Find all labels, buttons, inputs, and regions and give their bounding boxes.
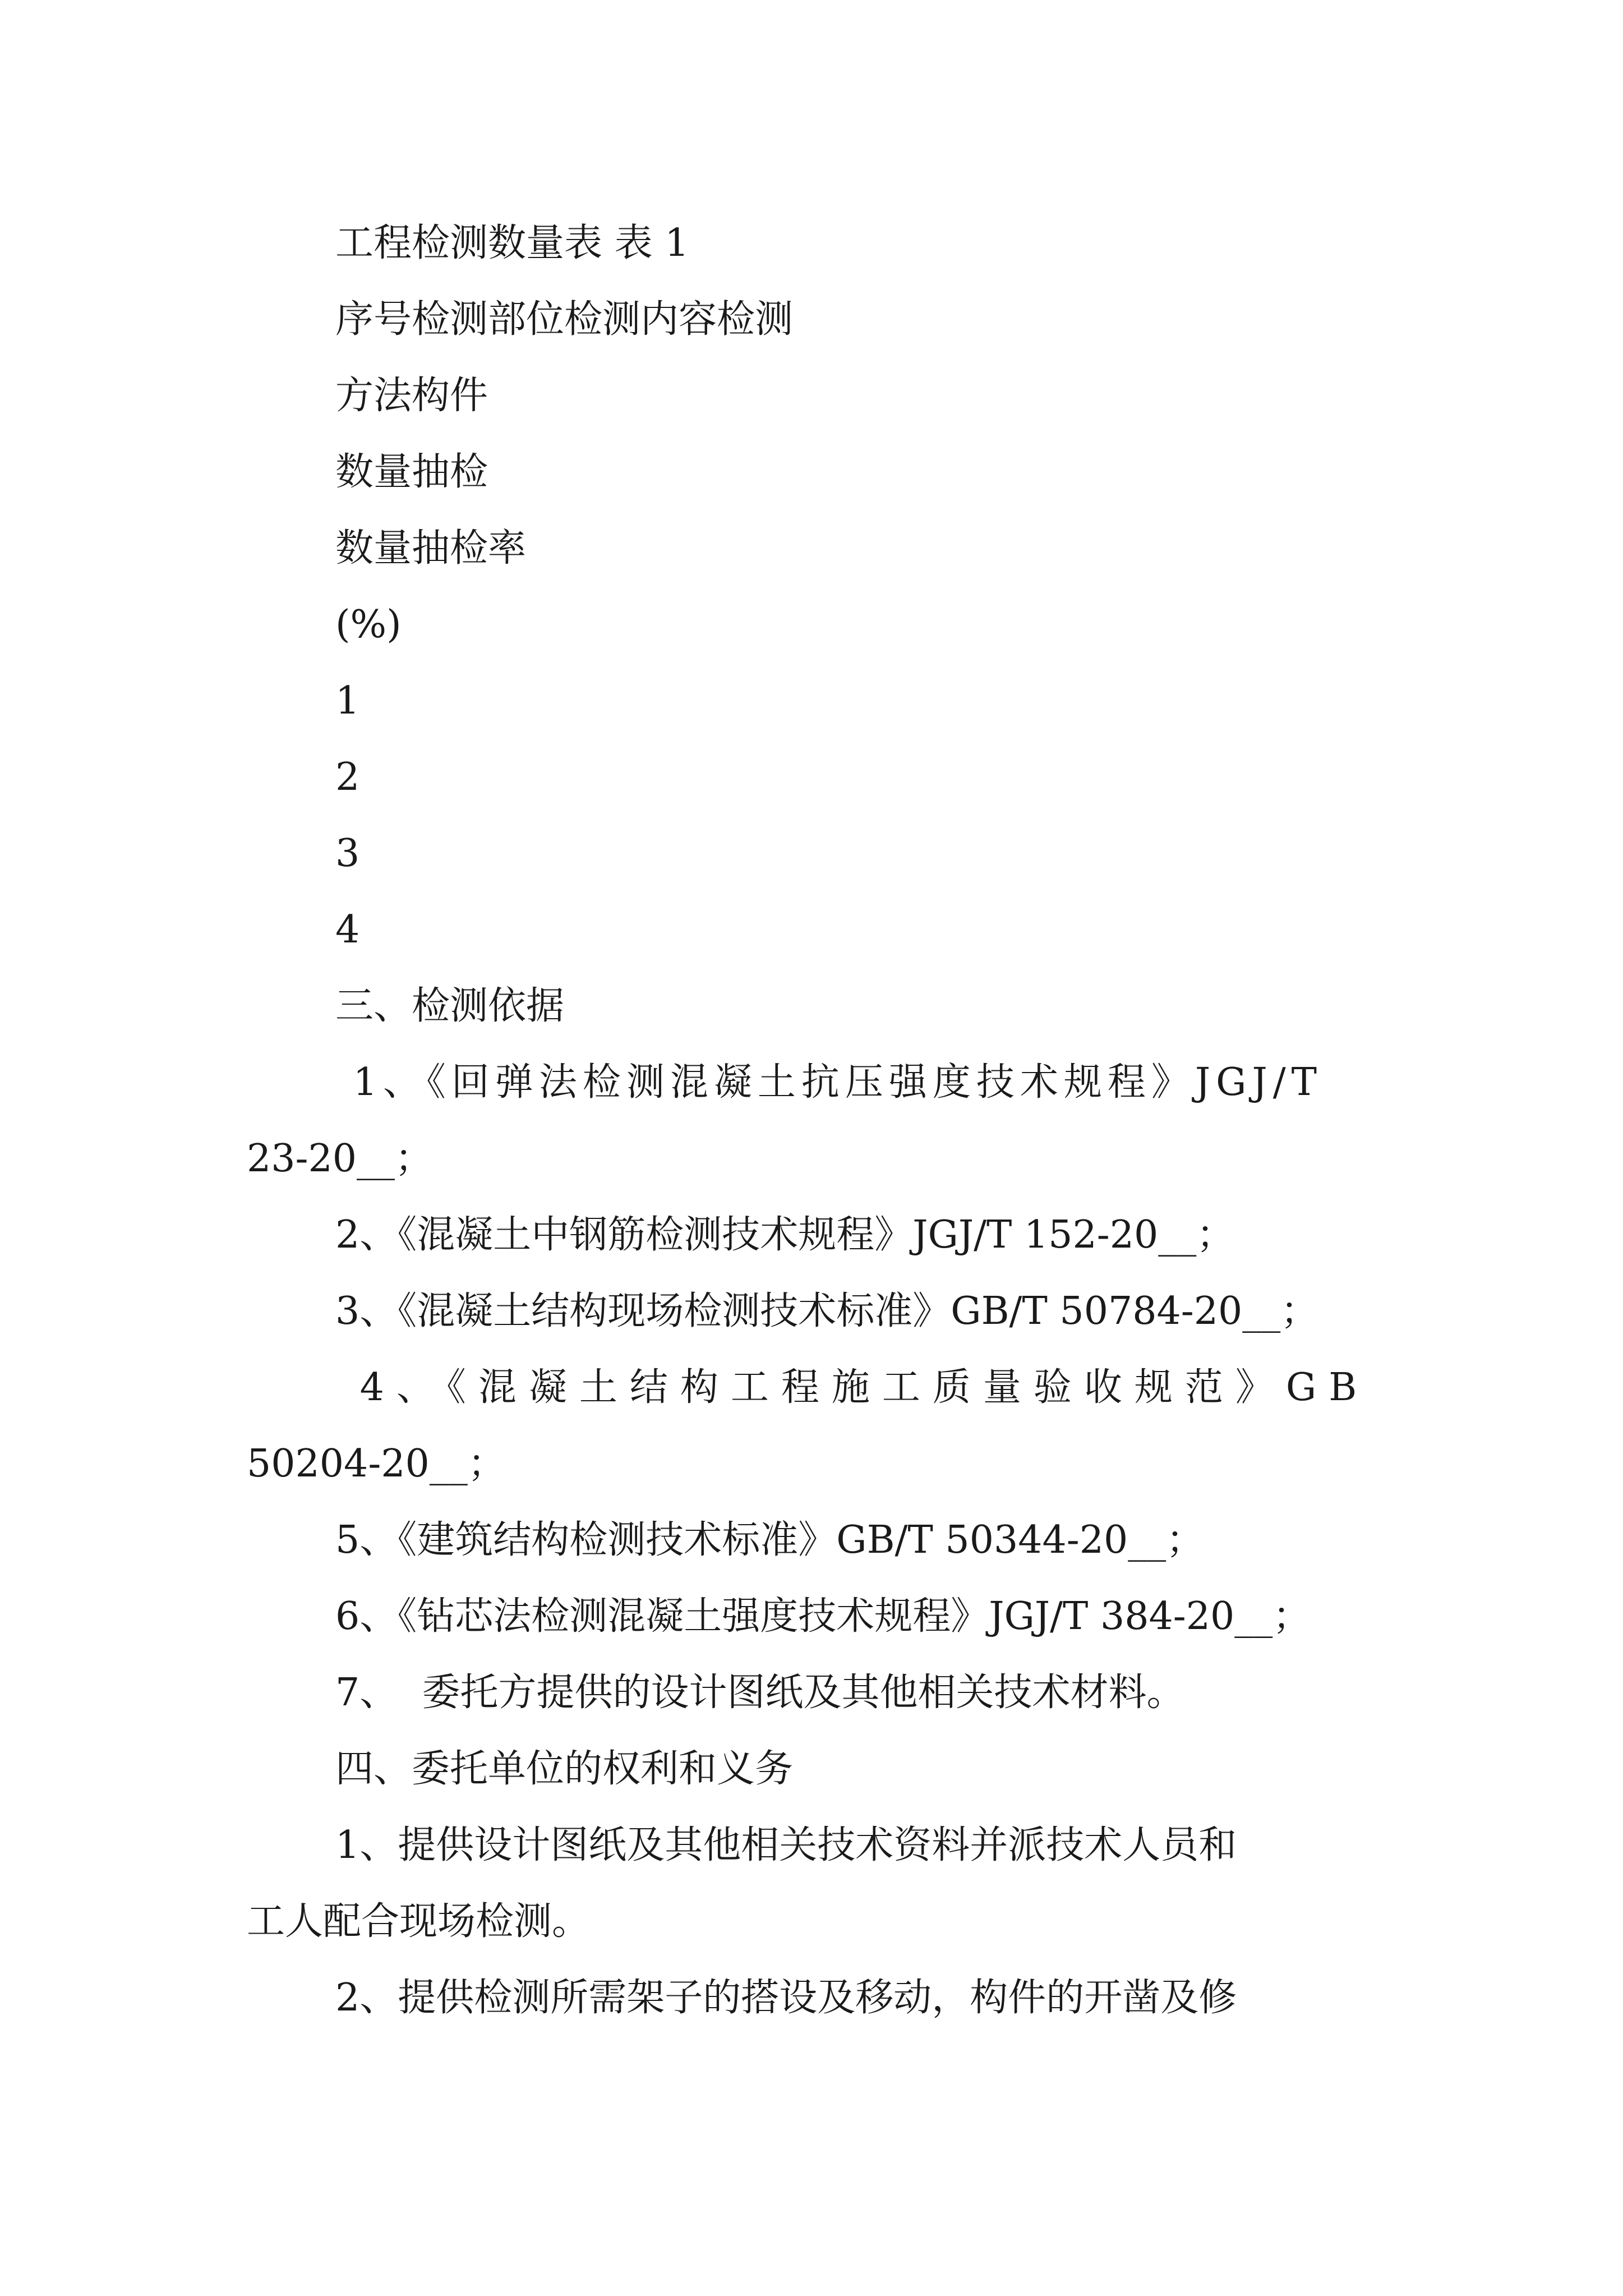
obligation-item-continued: 工人配合现场检测。 <box>247 1899 591 1944</box>
table-caption: 工程检测数量表 表 1 <box>335 221 689 265</box>
table-header-line: 序号检测部位检测内容检测 <box>335 297 794 342</box>
standard-item-continued: 23-20__； <box>247 1137 434 1181</box>
standard-item: 1、《回弹法检测混凝土抗压强度技术规程》JGJ/T <box>335 1060 1322 1105</box>
standard-item: 6、《钻芯法检测混凝土强度技术规程》JGJ/T 384-20__； <box>335 1594 1311 1639</box>
section-heading: 四、委托单位的权利和义务 <box>335 1747 794 1791</box>
table-row-number: 1 <box>335 679 360 723</box>
standard-item-continued: 50204-20__； <box>247 1442 506 1486</box>
table-header-line: (%) <box>335 602 402 647</box>
standard-item: 2、《混凝土中钢筋检测技术规程》JGJ/T 152-20__； <box>335 1213 1235 1257</box>
table-row-number: 4 <box>335 908 360 952</box>
standard-item: 4、《混凝土结构工程施工质量验收规范》GB <box>335 1365 1370 1410</box>
standard-item: 7、 委托方提供的设计图纸及其他相关技术材料。 <box>335 1671 1185 1715</box>
table-header-line: 方法构件 <box>335 374 488 418</box>
standard-item: 3、《混凝土结构现场检测技术标准》GB/T 50784-20__； <box>335 1289 1319 1333</box>
section-heading: 三、检测依据 <box>335 984 565 1028</box>
standard-item: 5、《建筑结构检测技术标准》GB/T 50344-20__； <box>335 1518 1205 1562</box>
table-row-number: 3 <box>335 831 360 876</box>
table-header-line: 数量抽检 <box>335 450 488 494</box>
obligation-item: 1、提供设计图纸及其他相关技术资料并派技术人员和 <box>335 1823 1237 1867</box>
table-row-number: 2 <box>335 755 360 799</box>
obligation-item: 2、提供检测所需架子的搭设及移动，构件的开凿及修 <box>335 1976 1237 2020</box>
table-header-line: 数量抽检率 <box>335 526 527 570</box>
